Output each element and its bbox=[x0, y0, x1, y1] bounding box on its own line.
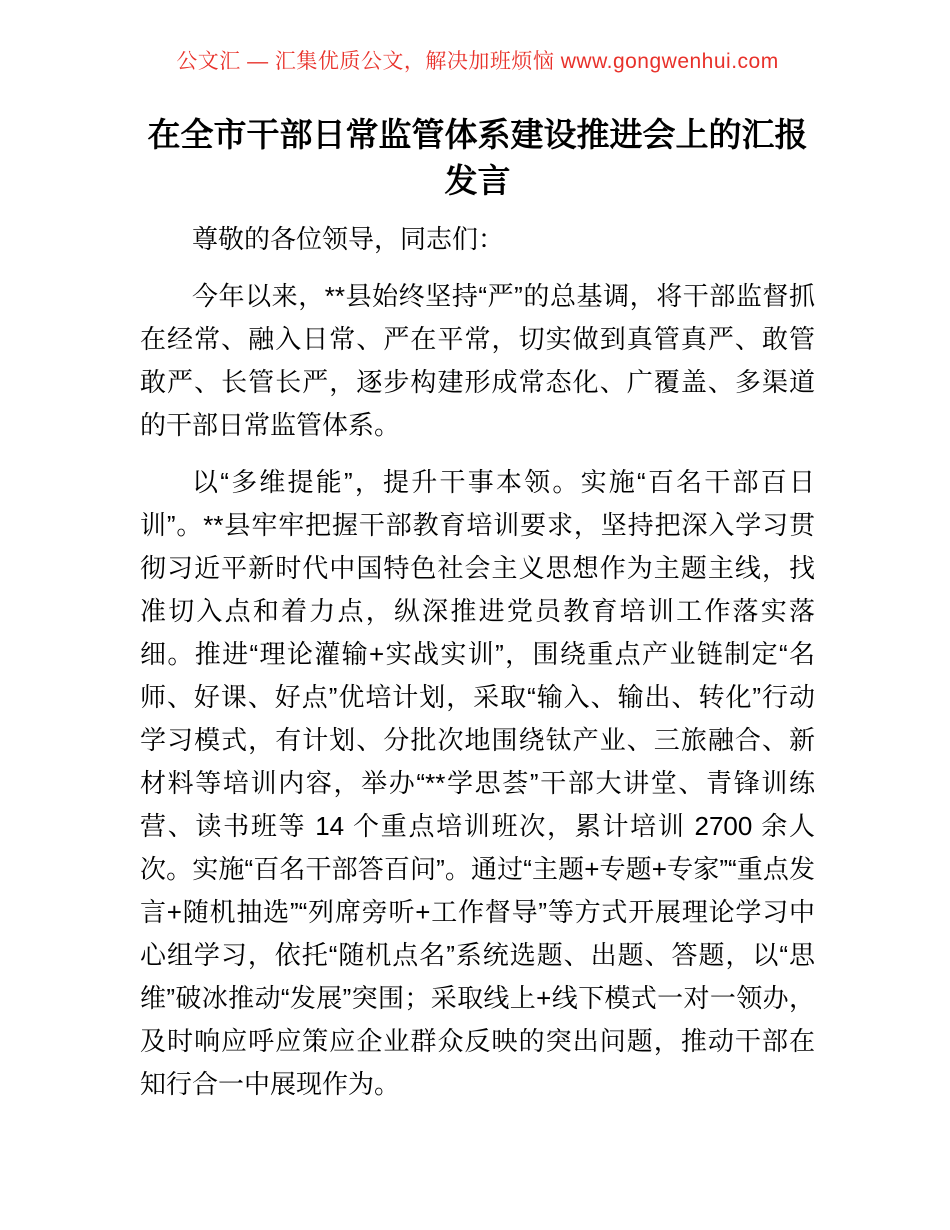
paragraph: 今年以来，**县始终坚持“严”的总基调，将干部监督抓在经常、融入日常、严在平常，切实做到真管真严、敢管敢严、长管长严，逐步构建形成常态化、广覆盖、多渠道的干部日常监管体系。 bbox=[140, 281, 815, 440]
site-watermark-banner: 公文汇 — 汇集优质公文，解决加班烦恼 www.gongwenhui.com bbox=[176, 50, 779, 73]
paragraph: 以“多维提能”，提升干事本领。实施“百名干部百日训”。**县牢牢把握干部教育培训要求，坚持把深入学习贯彻习近平新时代中国特色社会主义思想作为主题主线，找准切入点和着力点，纵深推进党员教育培训工作落实落细。推进“理论灌输+实战实训”，围绕重点产业链制定“名师、好课、好点”优培计划，采取“输入、输出、转化”行动学习模式，有计划、分批次地围绕钛产业、三旅融合、新材料等培训内容，举办“**学思荟”干部大讲堂、青锋训练营、读书班等 14 个重点培训班次，累计培训 2700 余人次。实施“百名干部答百问”。通过“主题+专题+专家”“重点发言+随机抽选”“列席旁听+工作督导”等方式开展理论学习中心组学习，依托“随机点名”系统选题、出题、答题，以“思维”破冰推动“发展”突围；采取线上+线下模式一对一领办，及时响应呼应策应企业群众反映的突出问题，推动干部在知行合一中展现作为。 bbox=[140, 467, 815, 1099]
document-body bbox=[140, 218, 815, 1106]
document-title: 在全市干部日常监管体系建设推进会上的汇报发言 bbox=[147, 116, 808, 199]
paragraph: 尊敬的各位领导，同志们： bbox=[192, 224, 505, 254]
